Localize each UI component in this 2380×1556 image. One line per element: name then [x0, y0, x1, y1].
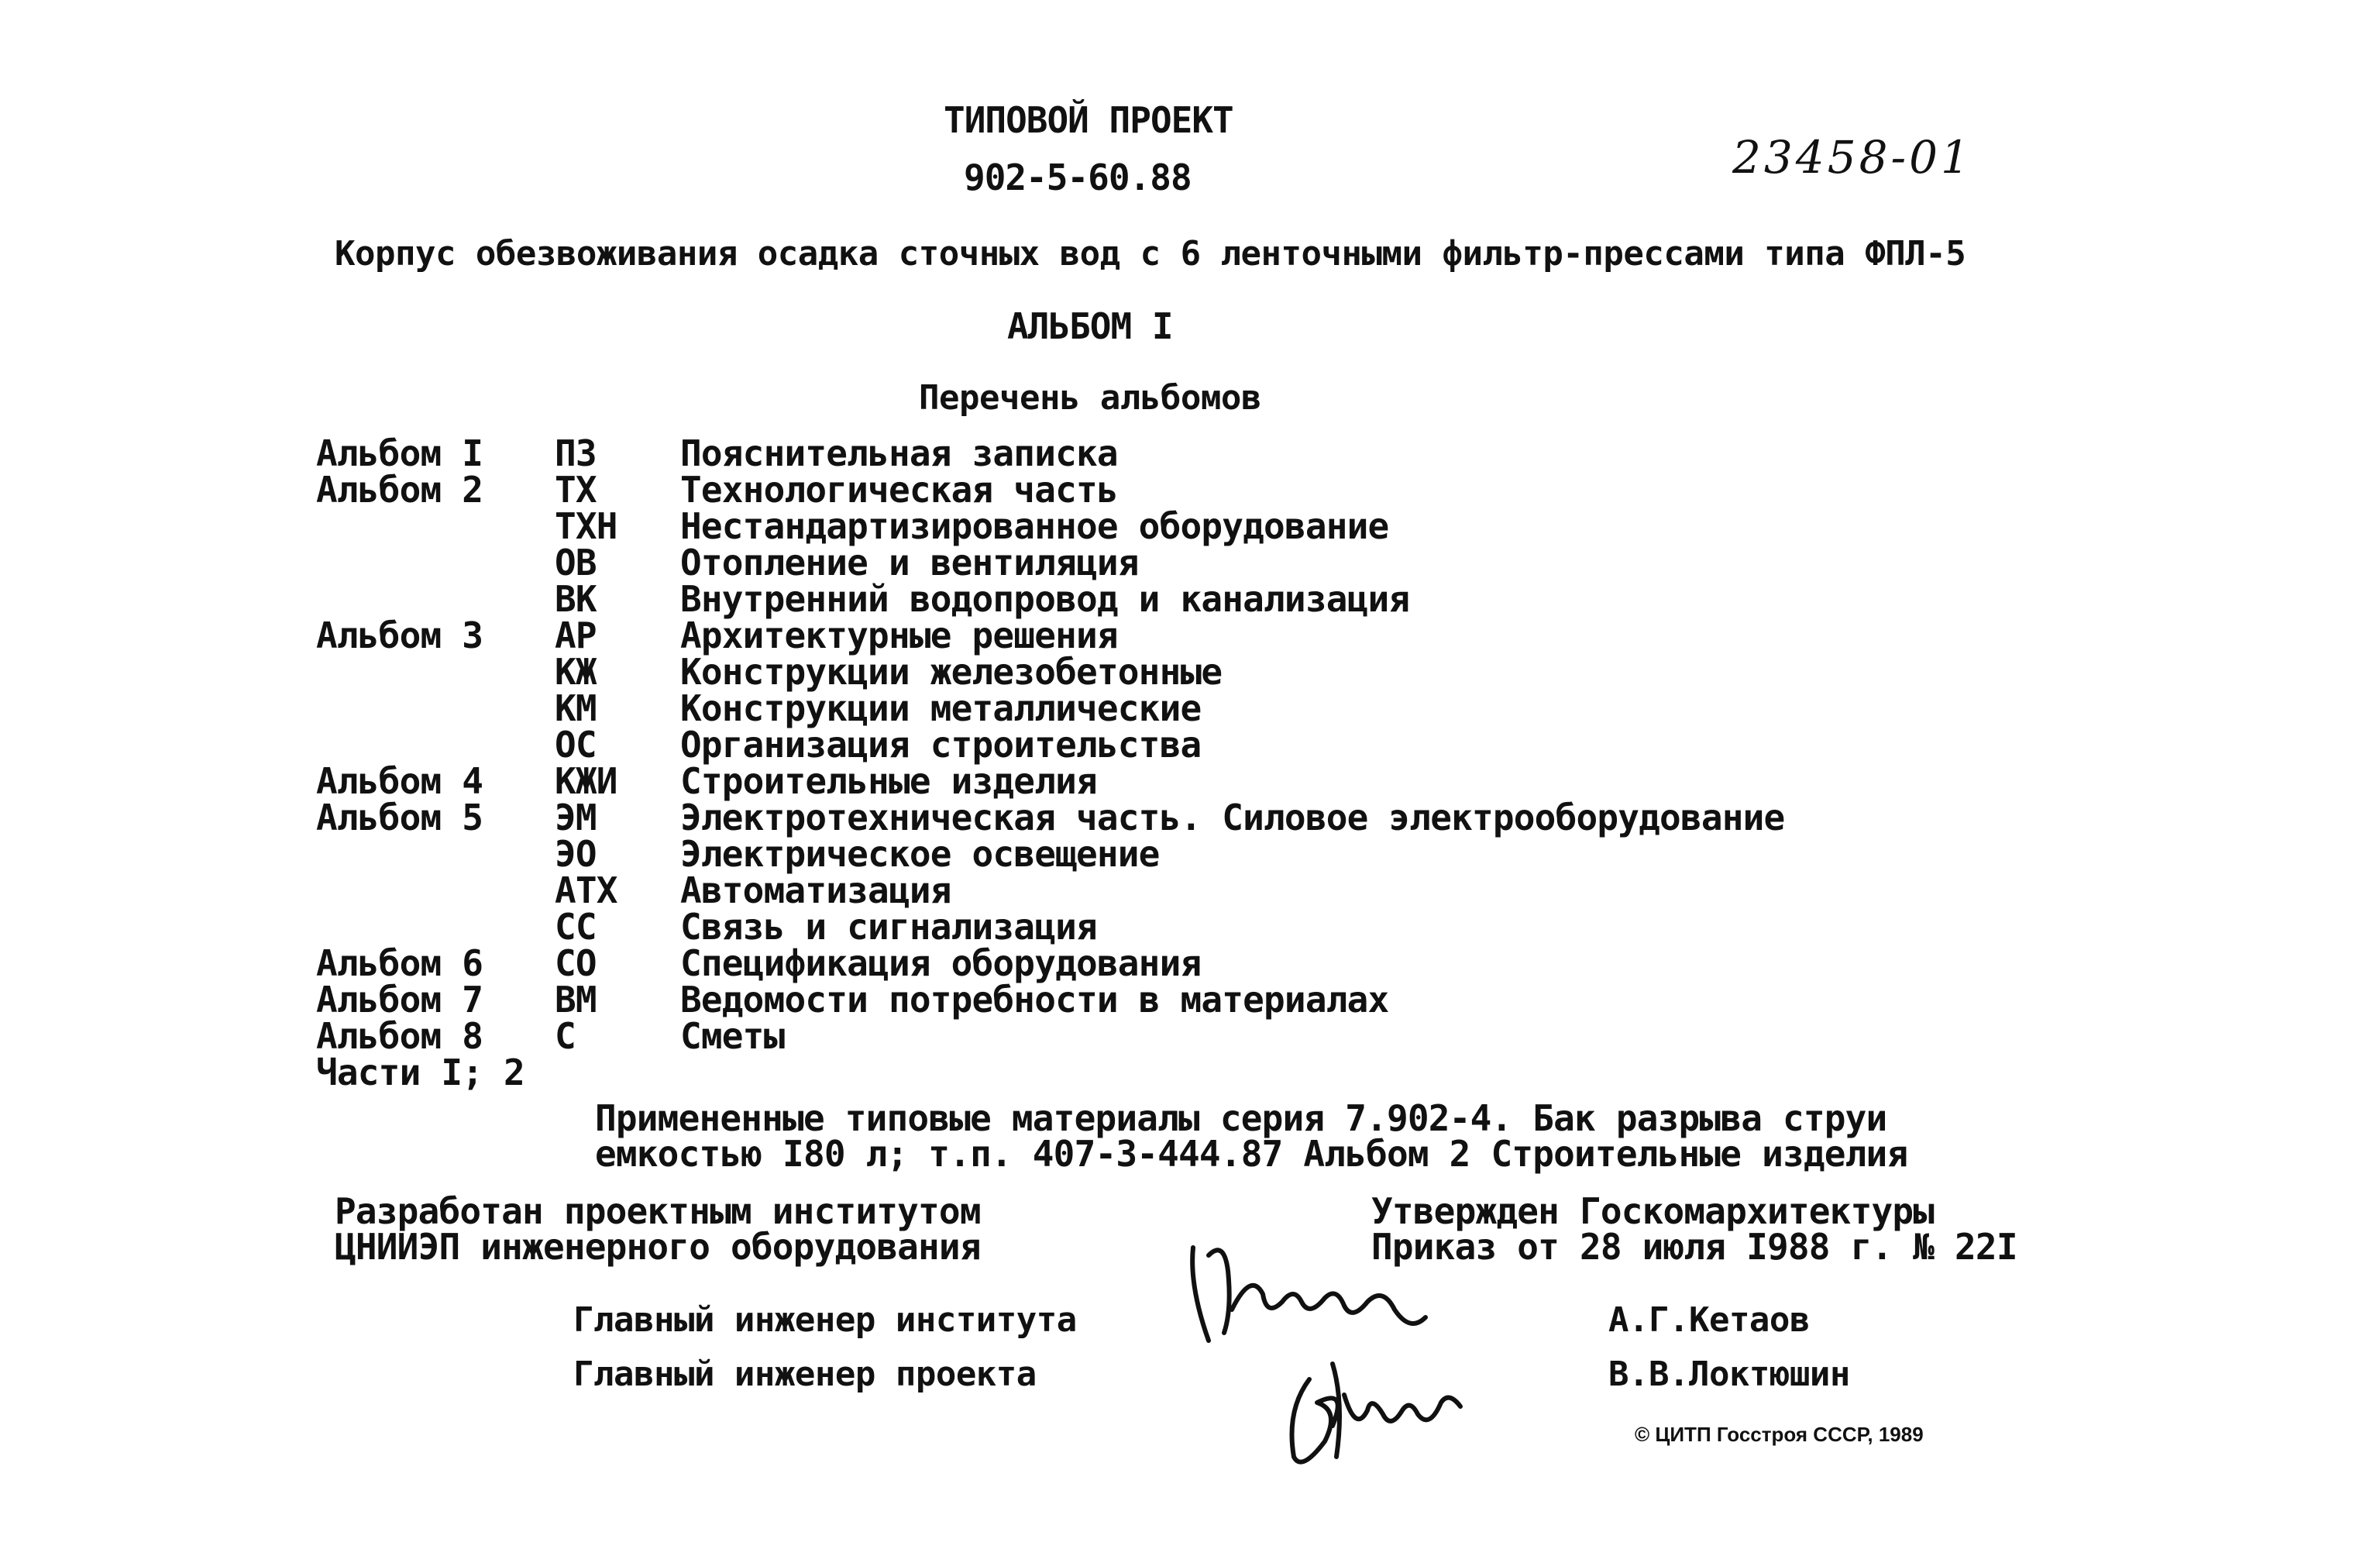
album-description: Спецификация оборудования: [680, 942, 1202, 984]
album-description: Внутренний водопровод и канализация: [680, 578, 1410, 620]
album-description: Отопление и вентиляция: [680, 542, 1139, 584]
album-description: Пояснительная записка: [680, 432, 1118, 474]
album-code: АТХ: [555, 869, 617, 911]
album-code: ВК: [555, 578, 597, 620]
album-code: ТХН: [555, 505, 617, 547]
album-description: Нестандартизированное оборудование: [680, 505, 1389, 547]
chief-engineer-project-label: Главный инженер проекта: [573, 1355, 1037, 1394]
album-label: Альбом 7: [316, 979, 483, 1021]
album-description: Архитектурные решения: [680, 614, 1118, 656]
album-description: Конструкции железобетонные: [680, 651, 1223, 693]
album-code: ОС: [555, 724, 597, 766]
album-code: ОВ: [555, 542, 597, 584]
album-code: КМ: [555, 687, 597, 729]
album-label: Альбом 5: [316, 797, 483, 838]
album-heading: АЛЬБОМ I: [1007, 305, 1173, 347]
chief-engineer-institute-label: Главный инженер института: [573, 1300, 1077, 1340]
album-code: ПЗ: [555, 432, 597, 474]
album-description: Конструкции металлические: [680, 687, 1202, 729]
album-description: Сметы: [680, 1015, 785, 1057]
album-label: Альбом 2: [316, 469, 483, 511]
list-title: Перечень альбомов: [919, 378, 1261, 418]
album-description: Организация строительства: [680, 724, 1202, 766]
album-description: Строительные изделия: [680, 760, 1097, 802]
approval-line2: Приказ от 28 июля I988 г. № 22I: [1371, 1226, 2017, 1268]
album-code: СО: [555, 942, 597, 984]
album-code: СС: [555, 906, 597, 948]
album-code: С: [555, 1015, 576, 1057]
album-code: ЭМ: [555, 797, 597, 838]
signature-chief-engineer-institute: [1178, 1224, 1433, 1348]
developer-line2: ЦНИИЭП инженерного оборудования: [335, 1226, 981, 1268]
signature-chief-engineer-project: [1278, 1348, 1464, 1472]
album-code: ЭО: [555, 833, 597, 875]
album-label: Альбом I: [316, 432, 483, 474]
album-description: Технологическая часть: [680, 469, 1118, 511]
applied-materials-line2: емкостью I80 л; т.п. 407-3-444.87 Альбом 2 Строительные изделия: [595, 1133, 1908, 1175]
album-label: Альбом 6: [316, 942, 483, 984]
album-label: Альбом 4: [316, 760, 483, 802]
chief-engineer-institute-name: А.Г.Кетаов: [1608, 1300, 1810, 1340]
approval-line1: Утвержден Госкомархитектуры: [1371, 1190, 1935, 1232]
album-code: КЖ: [555, 651, 597, 693]
album-code: ВМ: [555, 979, 597, 1021]
album-description: Связь и сигнализация: [680, 906, 1097, 948]
album-description: Электрическое освещение: [680, 833, 1160, 875]
album-code: КЖИ: [555, 760, 617, 802]
handwritten-code: 23458-01: [1732, 131, 1972, 184]
doc-title: ТИПОВОЙ ПРОЕКТ: [944, 99, 1233, 141]
album-label: Альбом 8: [316, 1015, 483, 1057]
project-number: 902-5-60.88: [964, 157, 1192, 198]
chief-engineer-project-name: В.В.Локтюшин: [1608, 1355, 1850, 1394]
developer-line1: Разработан проектным институтом: [335, 1190, 981, 1232]
album-description: Электротехническая часть. Силовое электрооборудование: [680, 797, 1785, 838]
project-subject: Корпус обезвоживания осадка сточных вод с 6 ленточными фильтр-прессами типа ФПЛ-5: [335, 234, 1966, 274]
applied-materials-line1: Примененные типовые материалы серия 7.902-4. Бак разрыва струи: [595, 1097, 1887, 1139]
album-label: Альбом 3: [316, 614, 483, 656]
copyright-notice: © ЦИТП Госстроя СССР, 1989: [1635, 1423, 1924, 1446]
album-description: Автоматизация: [680, 869, 951, 911]
album-description: Ведомости потребности в материалах: [680, 979, 1389, 1021]
parts-label: Части I; 2: [316, 1052, 524, 1093]
album-code: АР: [555, 614, 597, 656]
album-code: ТХ: [555, 469, 597, 511]
